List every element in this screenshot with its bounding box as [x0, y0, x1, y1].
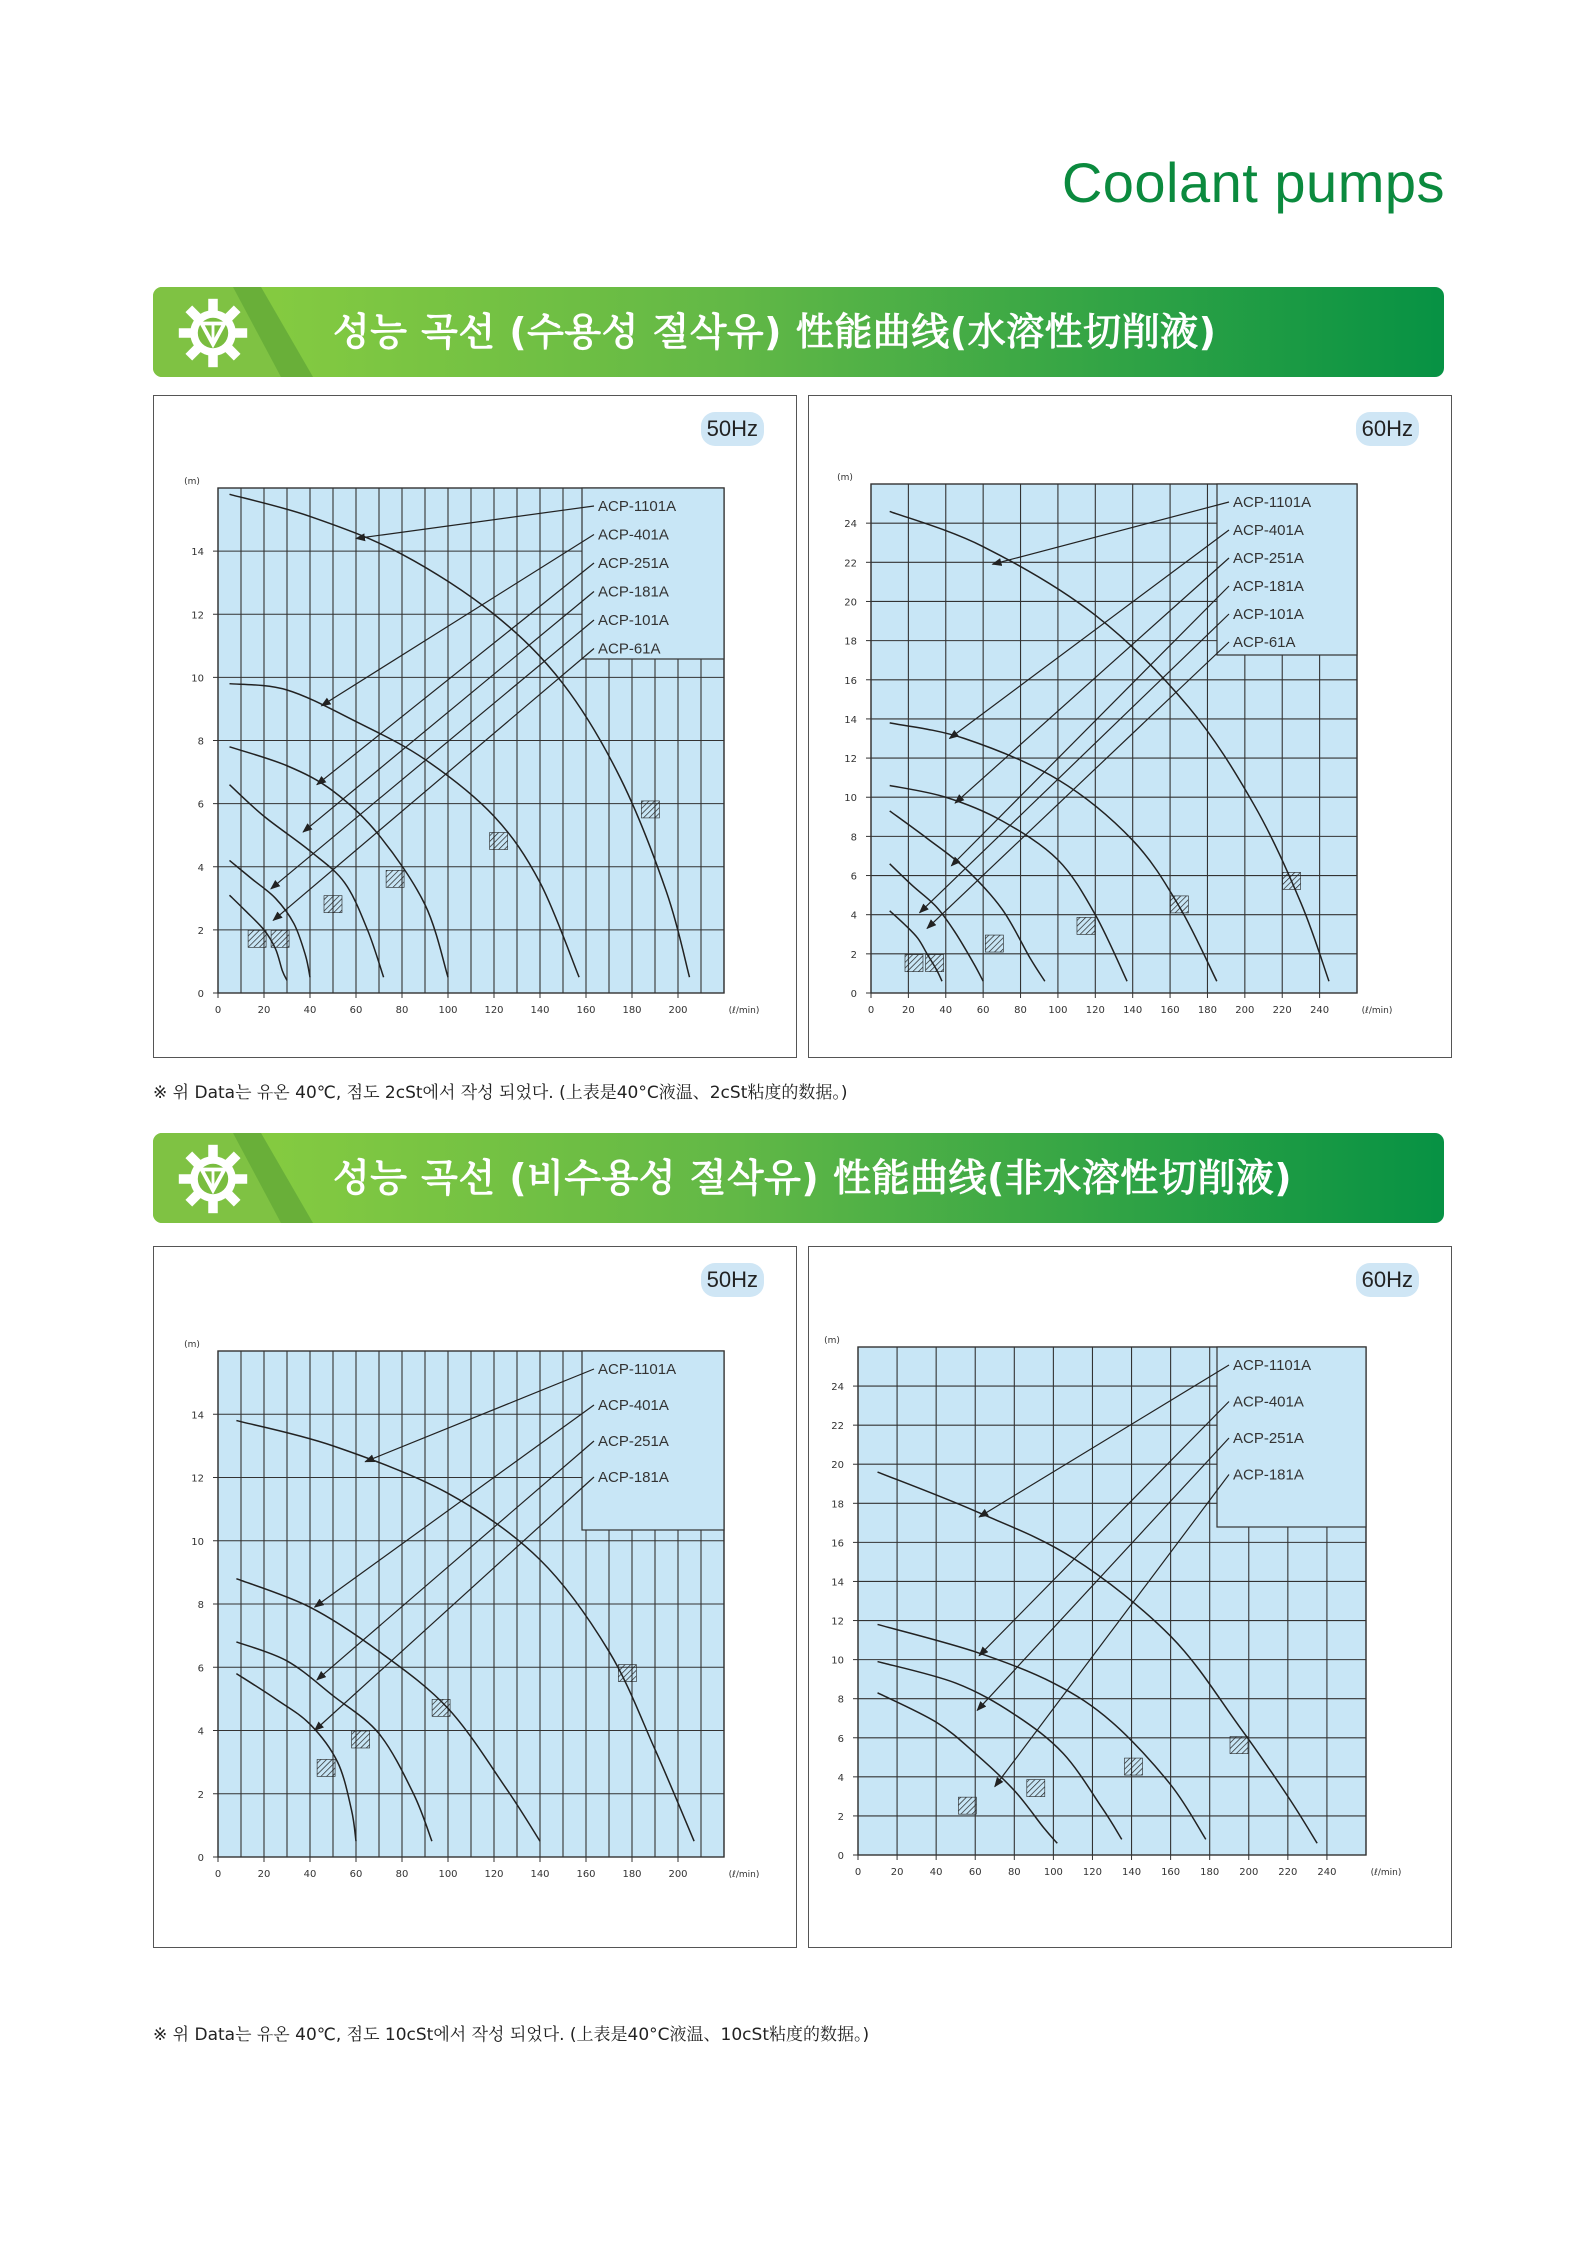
- x-tick-label: 80: [395, 1869, 409, 1880]
- y-tick-label: 10: [191, 1536, 204, 1548]
- legend-label: ACP-251A: [1233, 550, 1304, 567]
- x-tick-label: 220: [1272, 1005, 1292, 1016]
- legend-label: ACP-401A: [598, 1397, 669, 1414]
- y-axis-label: (m): [837, 473, 853, 483]
- section-banner-water-soluble: [153, 287, 1444, 377]
- frequency-badge: 60Hz: [1356, 1263, 1419, 1297]
- frequency-badge: 60Hz: [1356, 412, 1419, 446]
- y-tick-label: 18: [844, 636, 857, 648]
- footnote-non-water-soluble: ※ 위 Data는 유온 40℃, 점도 10cSt에서 작성 되었다. (上表是40°C液温、10cSt粘度的数据。): [153, 2025, 870, 2045]
- gear-logo-icon: [175, 1141, 251, 1217]
- y-tick-label: 10: [831, 1655, 844, 1667]
- x-tick-label: 40: [303, 1005, 317, 1016]
- y-tick-label: 12: [191, 610, 204, 622]
- y-tick-label: 6: [850, 871, 857, 883]
- y-tick-label: 6: [197, 1663, 204, 1675]
- y-tick-label: 20: [831, 1460, 844, 1472]
- y-tick-label: 4: [197, 1726, 204, 1738]
- x-axis-label: (ℓ/min): [1370, 1868, 1402, 1878]
- gear-logo-icon: [175, 295, 251, 371]
- x-tick-label: 200: [1239, 1867, 1259, 1878]
- y-tick-label: 4: [837, 1772, 844, 1784]
- operating-point-mark: [1170, 896, 1188, 913]
- x-tick-label: 80: [1007, 1867, 1021, 1878]
- footnote-water-soluble: ※ 위 Data는 유온 40℃, 점도 2cSt에서 작성 되었다. (上表是40°C液温、2cSt粘度的数据。): [153, 1083, 848, 1103]
- y-tick-label: 20: [844, 597, 857, 609]
- x-tick-label: 240: [1317, 1867, 1337, 1878]
- x-tick-label: 180: [622, 1005, 642, 1016]
- x-tick-label: 220: [1278, 1867, 1298, 1878]
- y-tick-label: 10: [191, 673, 204, 685]
- legend-label: ACP-251A: [1233, 1430, 1304, 1447]
- y-tick-label: 18: [831, 1499, 844, 1511]
- operating-point-mark: [248, 930, 266, 947]
- section-banner-non-water-soluble: [153, 1133, 1444, 1223]
- legend-label: ACP-1101A: [598, 1361, 677, 1378]
- x-tick-label: 0: [214, 1005, 222, 1016]
- x-tick-label: 60: [976, 1005, 990, 1016]
- x-axis-label: (ℓ/min): [728, 1870, 760, 1880]
- x-tick-label: 60: [349, 1869, 363, 1880]
- x-tick-label: 100: [438, 1005, 458, 1016]
- legend-label: ACP-251A: [598, 555, 669, 572]
- operating-point-mark: [905, 955, 923, 972]
- y-tick-label: 4: [197, 862, 204, 874]
- y-tick-label: 12: [844, 754, 857, 766]
- x-tick-label: 40: [929, 1867, 943, 1878]
- legend-label: ACP-401A: [1233, 1393, 1304, 1411]
- chart-panel-oil-60hz: [808, 1246, 1452, 1948]
- legend-label: ACP-101A: [1233, 606, 1304, 623]
- x-tick-label: 100: [438, 1869, 458, 1880]
- performance-chart: [154, 396, 798, 1059]
- x-tick-label: 20: [257, 1005, 271, 1016]
- y-tick-label: 0: [197, 989, 204, 1000]
- y-tick-label: 16: [831, 1538, 844, 1550]
- chart-panel-water-60hz: [808, 395, 1452, 1058]
- x-tick-label: 60: [349, 1005, 363, 1016]
- operating-point-mark: [1124, 1758, 1142, 1775]
- y-tick-label: 6: [837, 1733, 844, 1745]
- legend-label: ACP-1101A: [598, 498, 677, 515]
- y-tick-label: 12: [831, 1616, 844, 1628]
- y-tick-label: 24: [844, 519, 857, 531]
- legend-label: ACP-401A: [1233, 522, 1304, 539]
- performance-chart: [154, 1247, 798, 1949]
- x-tick-label: 20: [257, 1869, 271, 1880]
- x-tick-label: 200: [668, 1005, 688, 1016]
- y-axis-label: (m): [184, 1340, 200, 1350]
- x-tick-label: 120: [484, 1005, 504, 1016]
- x-tick-label: 180: [1200, 1867, 1220, 1878]
- x-tick-label: 240: [1310, 1005, 1330, 1016]
- x-tick-label: 0: [867, 1005, 875, 1016]
- frequency-badge: 50Hz: [701, 1263, 764, 1297]
- y-tick-label: 10: [844, 793, 857, 805]
- y-tick-label: 8: [197, 1600, 204, 1611]
- x-tick-label: 160: [576, 1869, 596, 1880]
- legend-label: ACP-401A: [598, 526, 669, 544]
- legend-label: ACP-181A: [1233, 578, 1304, 595]
- x-tick-label: 40: [303, 1869, 317, 1880]
- legend-label: ACP-181A: [598, 1469, 669, 1486]
- x-tick-label: 200: [1235, 1005, 1255, 1016]
- chart-panel-oil-50hz: [153, 1246, 797, 1948]
- legend-label: ACP-251A: [598, 1433, 669, 1450]
- operating-point-mark: [1283, 872, 1301, 889]
- y-tick-label: 4: [850, 910, 857, 922]
- x-tick-label: 200: [668, 1869, 688, 1880]
- operating-point-mark: [1230, 1737, 1248, 1754]
- operating-point-mark: [324, 896, 342, 913]
- legend-label: ACP-61A: [1233, 634, 1296, 651]
- x-tick-label: 120: [1082, 1867, 1103, 1878]
- y-tick-label: 2: [850, 949, 857, 961]
- y-tick-label: 14: [191, 547, 204, 559]
- x-tick-label: 140: [530, 1005, 550, 1016]
- x-tick-label: 0: [214, 1869, 222, 1880]
- y-tick-label: 8: [837, 1694, 844, 1706]
- y-tick-label: 0: [850, 989, 857, 1000]
- operating-point-mark: [1027, 1780, 1045, 1797]
- operating-point-mark: [618, 1665, 636, 1682]
- section-title: 성능 곡선 (수용성 절삭유) 性能曲线(水溶性切削液): [333, 310, 1217, 354]
- x-tick-label: 180: [1197, 1005, 1218, 1016]
- y-tick-label: 6: [197, 799, 204, 811]
- y-tick-label: 2: [197, 925, 204, 937]
- x-tick-label: 0: [854, 1867, 862, 1878]
- operating-point-mark: [317, 1759, 335, 1776]
- x-tick-label: 100: [1048, 1005, 1068, 1016]
- x-axis-label: (ℓ/min): [1361, 1006, 1393, 1016]
- operating-point-mark: [1077, 917, 1095, 934]
- x-tick-label: 140: [530, 1869, 550, 1880]
- legend-label: ACP-181A: [598, 583, 669, 601]
- legend-label: ACP-101A: [598, 612, 669, 629]
- x-tick-label: 100: [1043, 1867, 1063, 1878]
- x-tick-label: 60: [968, 1867, 982, 1878]
- performance-chart: [809, 1247, 1453, 1949]
- legend-label: ACP-1101A: [1233, 1357, 1312, 1374]
- x-tick-label: 40: [939, 1005, 953, 1016]
- operating-point-mark: [432, 1699, 450, 1716]
- y-tick-label: 16: [844, 675, 857, 687]
- x-tick-label: 160: [1161, 1867, 1181, 1878]
- x-tick-label: 120: [1085, 1005, 1105, 1016]
- y-tick-label: 8: [850, 832, 857, 844]
- x-tick-label: 140: [1121, 1867, 1142, 1878]
- x-tick-label: 80: [395, 1005, 409, 1016]
- performance-chart: [809, 396, 1453, 1059]
- operating-point-mark: [490, 833, 508, 850]
- y-tick-label: 24: [831, 1382, 844, 1394]
- y-tick-label: 22: [831, 1421, 844, 1433]
- x-tick-label: 20: [890, 1867, 904, 1878]
- y-tick-label: 0: [197, 1853, 204, 1864]
- y-tick-label: 12: [191, 1473, 204, 1485]
- legend-label: ACP-61A: [598, 640, 661, 658]
- y-tick-label: 2: [837, 1811, 844, 1823]
- legend-label: ACP-1101A: [1233, 494, 1312, 511]
- y-tick-label: 14: [844, 714, 857, 726]
- operating-point-mark: [386, 870, 404, 887]
- operating-point-mark: [958, 1797, 976, 1814]
- frequency-badge: 50Hz: [701, 412, 764, 446]
- operating-point-mark: [352, 1731, 370, 1748]
- legend-label: ACP-181A: [1233, 1466, 1304, 1484]
- y-axis-label: (m): [824, 1336, 840, 1346]
- x-tick-label: 180: [622, 1869, 642, 1880]
- x-tick-label: 160: [1160, 1005, 1180, 1016]
- y-tick-label: 22: [844, 558, 857, 570]
- x-axis-label: (ℓ/min): [728, 1006, 760, 1016]
- section-title: 성능 곡선 (비수용성 절삭유) 性能曲线(非水溶性切削液): [333, 1156, 1293, 1200]
- y-tick-label: 14: [191, 1410, 204, 1422]
- y-tick-label: 8: [197, 736, 204, 748]
- page-title: Coolant pumps: [1061, 151, 1445, 214]
- y-tick-label: 0: [837, 1851, 844, 1862]
- x-tick-label: 20: [902, 1005, 915, 1016]
- y-axis-label: (m): [184, 477, 200, 487]
- x-tick-label: 80: [1014, 1005, 1027, 1016]
- chart-panel-water-50hz: [153, 395, 797, 1058]
- x-tick-label: 120: [484, 1869, 504, 1880]
- operating-point-mark: [641, 801, 659, 818]
- y-tick-label: 2: [197, 1789, 204, 1801]
- x-tick-label: 160: [576, 1005, 596, 1016]
- x-tick-label: 140: [1123, 1005, 1143, 1016]
- operating-point-mark: [985, 935, 1003, 952]
- y-tick-label: 14: [831, 1577, 844, 1589]
